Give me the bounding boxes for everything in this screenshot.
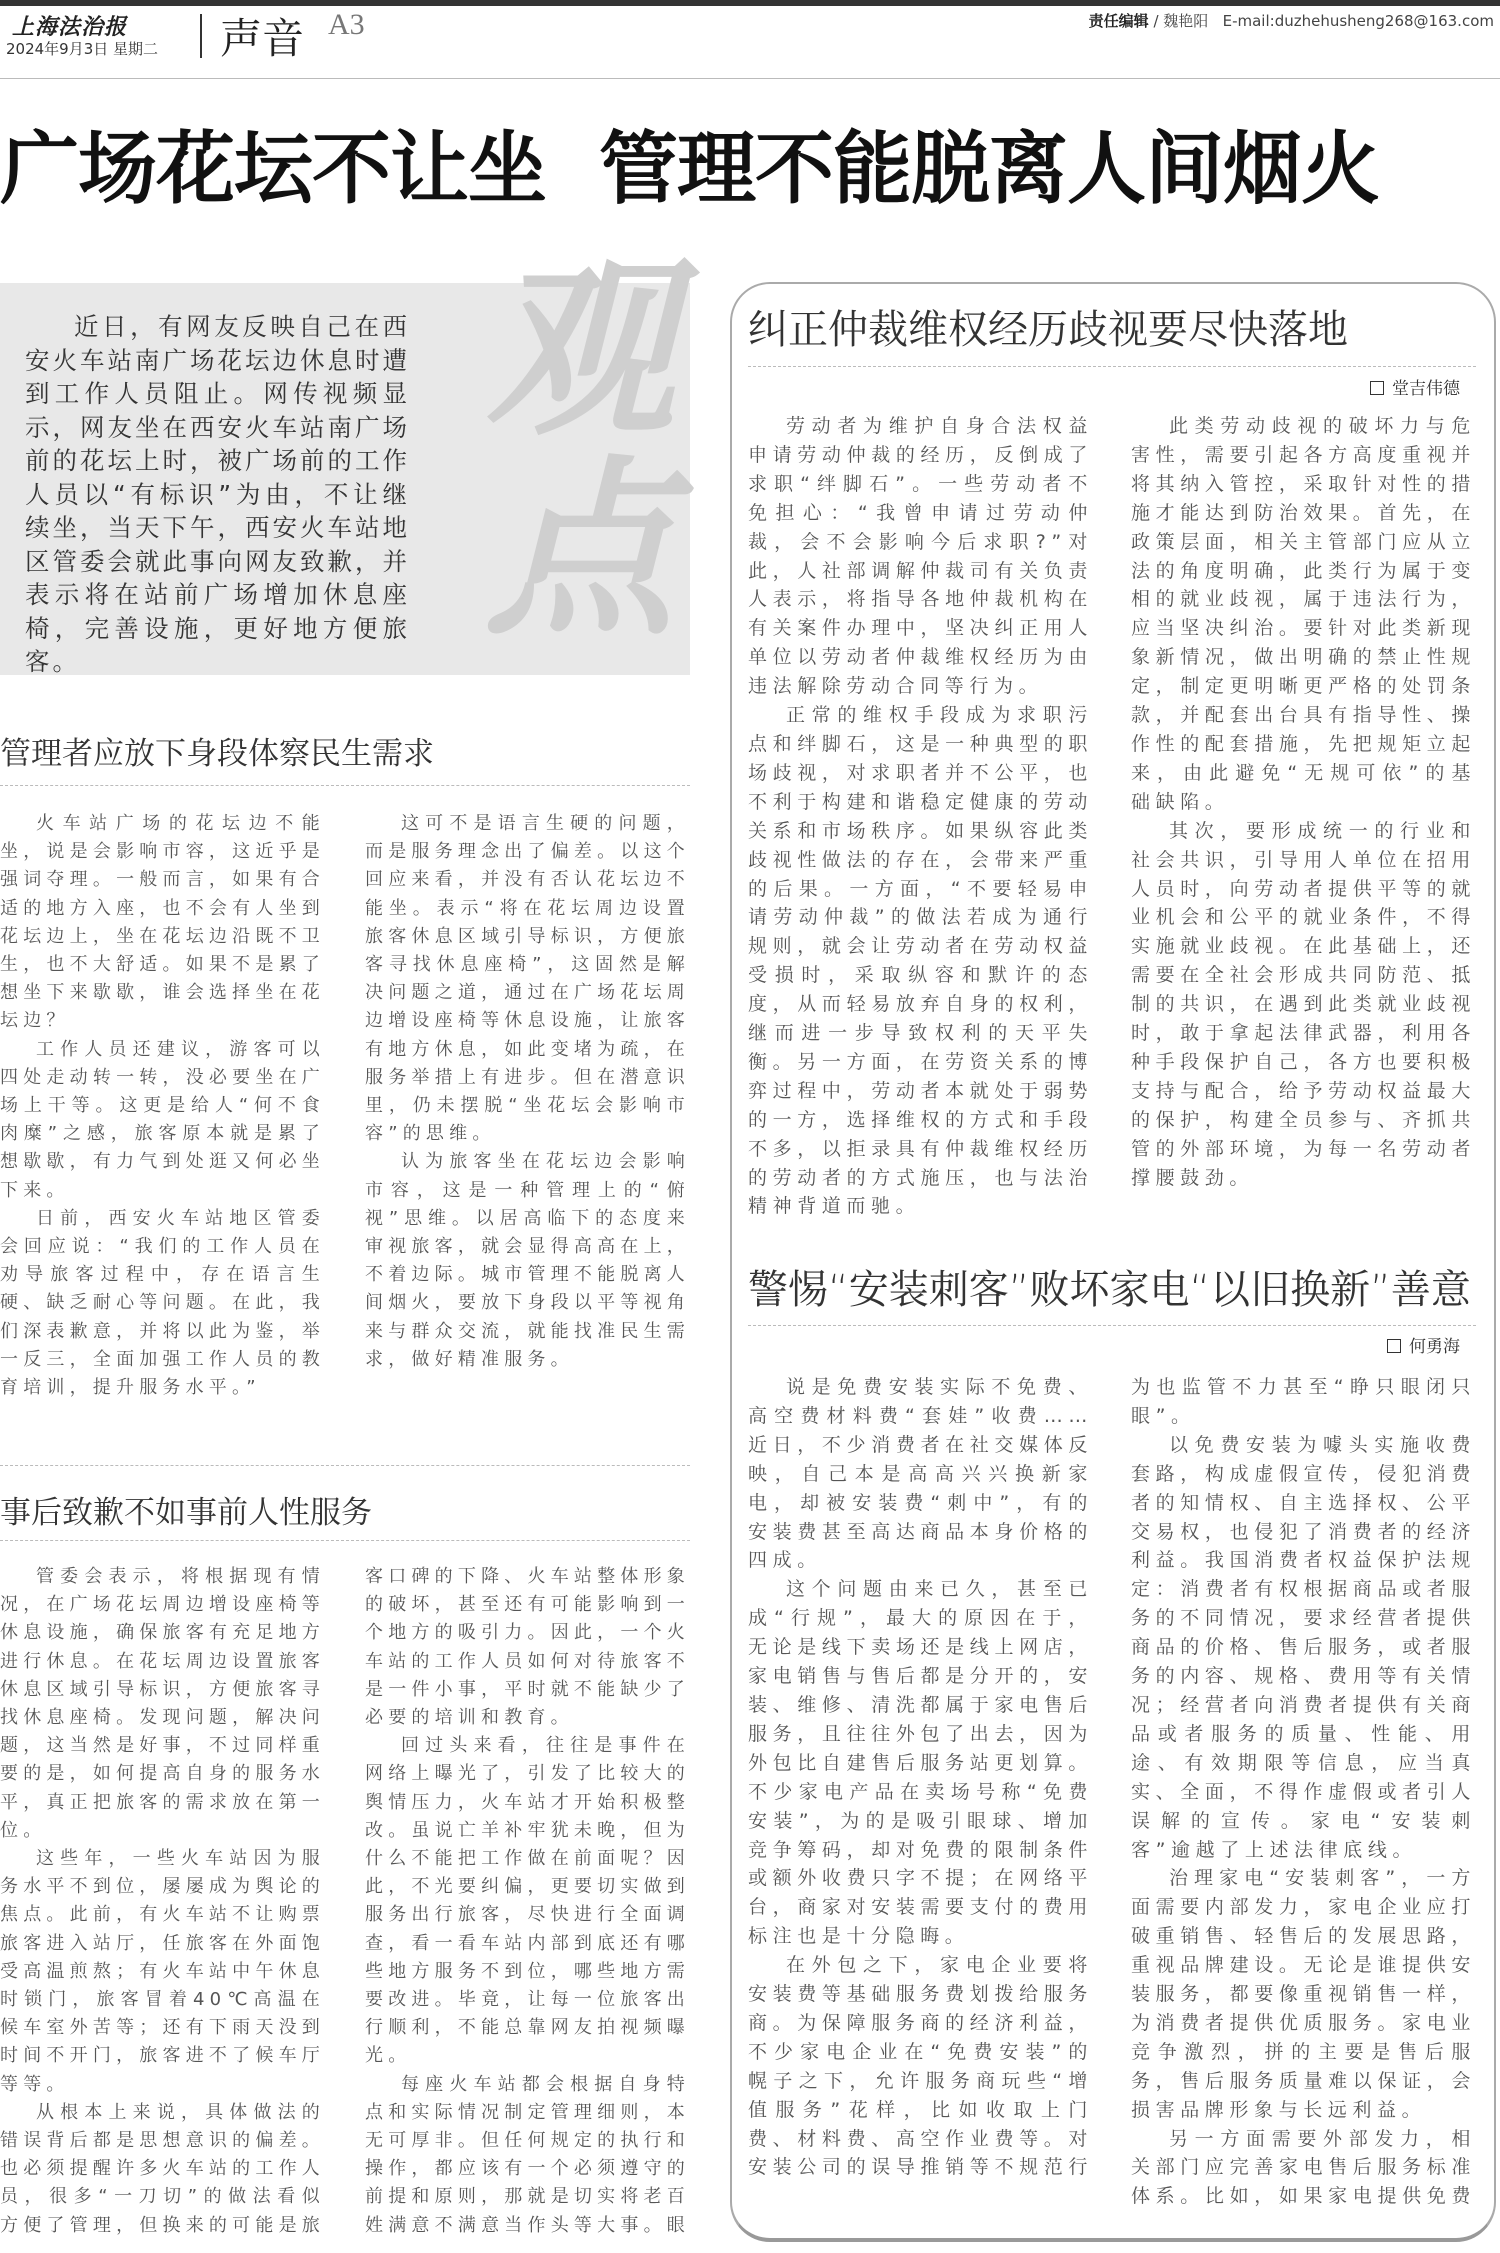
viewpoint-watermark: [470, 238, 690, 661]
article-paragraph: 从根本上来说，具体做法的错误背后都是思想意识的偏差。也必须提醒许多火车站的工作人员，很多“一刀切”的做法看似方便了管理，但换来的可能是旅客口碑的下降、火车站整体形象的破坏，甚至还有可能影响到一个地方的吸引力。因此，一个火车站的工作人员如何对待旅客不是一件小事，平时就不能缺少了必要的培训和教育。: [0, 1566, 690, 2236]
watermark-char: 观: [484, 238, 675, 461]
article-paragraph: 另一方面需要外部发力，相关部门应完善家电售后服务标准体系。比如，如果家电提供免费: [1131, 2127, 1476, 2208]
article-paragraph: 在外包之下，家电企业要将安装费等基础服务费划拨给服务商。为保障服务商的经济利益，不少家电企业在“免费安装”的幌子之下，允许服务商玩些“增值服务”花样，比如收取上门费、材料费、高空作业费等。对安装公司的误导推销等不规范行为也监管不力甚至“睁只眼闭只眼”。: [748, 1376, 1476, 2179]
divider: [0, 785, 690, 786]
right-article-1-body: [748, 412, 1476, 1222]
article-paragraph: 其次，要形成统一的行业和社会共识，引导用人单位在招用人员时，向劳动者提供平等的就业机会和公平的就业条件，不得实施就业歧视。在此基础上，还需要在全社会形成共同防范、抵制的共识，在遇到此类就业歧视时，敢于拿起法律武器，利用各种手段保护自己，各方也要积极支持与配合，给予劳动权益最大的保护，构建全员参与、齐抓共管的外部环境，为每一名劳动者撑腰鼓劲。: [1131, 819, 1476, 1189]
right-article-1-byline: [1370, 374, 1460, 399]
article-paragraph: 治理家电“安装刺客”，一方面需要内部发力，家电企业应打破重销售、轻售后的发展思路，重视品牌建设。无论是谁提供安装服务，都要像重视销售一样，为消费者提供优质服务。家电业竞争激烈，拼的主要是售后服务，售后服务质量难以保证，会损害品牌形象与长远利益。: [1131, 1867, 1476, 2121]
right-article-2-body: [748, 1373, 1476, 2218]
header-rule: [0, 78, 1500, 79]
header-divider: [200, 14, 202, 58]
article-paragraph: 管委会表示，将根据现有情况，在广场花坛周边增设座椅等休息设施，确保旅客有充足地方进行休息。在花坛周边设置旅客休息区域引导标识，方便旅客寻找休息座椅。发现问题，解决问题，这当然是好事，不过同样重要的是，如何提高自身的服务水平，真正把旅客的需求放在第一位。: [0, 1566, 325, 1841]
left-article-1-body: [0, 810, 690, 1430]
article-paragraph: 每座火车站都会根据自身特点和实际情况制定管理细则，本无可厚非。但任何规定的执行和操作，都应该有一个必须遵守的前提和原则，那就是切实将老百姓满意不满意当作头等大事。眼: [365, 2073, 690, 2236]
article-paragraph: 此类劳动歧视的破坏力与危害性，需要引起各方高度重视并将其纳入管控，采取针对性的措施才能达到防治效果。首先，在政策层面，相关主管部门应从立法的角度明确，此类行为属于变相的就业歧视，属于违法行为，应当坚决纠治。要针对此类新现象新情况，做出明确的禁止性规定，制定更明晰更严格的处罚条款，并配套出台具有指导性、操作性的配套措施，先把规矩立起来，由此避免“无规可依”的基础缺陷。: [1131, 415, 1476, 813]
article-paragraph: 认为旅客坐在花坛边会影响市容，这是一种管理上的“俯视”思维。以居高临下的态度来审视旅客，就会显得高高在上，不着边际。城市管理不能脱离人间烟火，要放下身段以平等视角来与群众交流，就能找准民生需求，做好精准服务。: [365, 1151, 690, 1370]
editor-name: / 魏艳阳: [1153, 12, 1209, 30]
page-number: A3: [328, 8, 365, 41]
editor-info: [1089, 10, 1494, 31]
editor-email: E-mail:duzhehusheng268@163.com: [1222, 12, 1494, 30]
intro-paragraph: 近日，有网友反映自己在西安火车站南广场花坛边休息时遭到工作人员阻止。网传视频显示，网友坐在西安火车站南广场前的花坛上时，被广场前的工作人员以“有标识”为由，不让继续坐，当天下午，西安火车站地区管委会就此事向网友致歉，并表示将在站前广场增加休息座椅，完善设施，更好地方便旅客。: [25, 312, 410, 676]
right-article-2-title: 警惕“安装刺客”败坏家电“以旧换新”善意: [748, 1267, 1471, 1313]
divider: [0, 1465, 690, 1466]
right-article-2-byline: [1387, 1332, 1460, 1357]
left-article-2-body: [0, 1563, 690, 2253]
left-article-1-title: 管理者应放下身段体察民生需求: [0, 736, 434, 772]
divider: [0, 1540, 690, 1541]
article-paragraph: 说是免费安装实际不免费、高空费材料费“套娃”收费……近日，不少消费者在社交媒体反映，自己本是高高兴兴换新家电，却被安装费“刺中”，有的安装费甚至高达商品本身价格的四成。: [748, 1376, 1093, 1572]
author-name: 何勇海: [1409, 1337, 1460, 1357]
section-name: 声音: [220, 14, 305, 63]
byline-box-icon: [1387, 1339, 1401, 1353]
right-article-1-title: 纠正仲裁维权经历歧视要尽快落地: [748, 307, 1348, 353]
article-paragraph: 这个问题由来已久，甚至已成“行规”，最大的原因在于，无论是线下卖场还是线上网店，家电销售与售后都是分开的，安装、维修、清洗都属于家电售后服务，且往往外包了出去，因为外包比自建售后服务站更划算。不少家电产品在卖场号称“免费安装”，为的是吸引眼球、增加竞争筹码，却对免费的限制条件或额外收费只字不提；在网络平台，商家对安装需要支付的费用标注也是十分隐晦。: [748, 1578, 1093, 1948]
page-headline: 广场花坛不让坐 管理不能脱离人间烟火: [0, 122, 1380, 215]
article-paragraph: 这可不是语言生硬的问题，而是服务理念出了偏差。以这个回应来看，并没有否认花坛边不能坐。表示“将在花坛周边设置旅客休息区域引导标识，方便旅客寻找休息座椅”，这固然是解决问题之道，通过在广场花坛周边增设座椅等休息设施，让旅客有地方休息，如此变堵为疏，在服务举措上有进步。但在潜意识里，仍未摆脱“坐花坛会影响市容”的思维。: [365, 813, 690, 1145]
article-paragraph: 日前，西安火车站地区管委会回应说：“我们的工作人员在劝导旅客过程中，存在语言生硬、缺乏耐心等问题。在此，我们深表歉意，并将以此为鉴，举一反三，全面加强工作人员的教育培训，提升服务水平。”: [0, 1207, 325, 1399]
article-paragraph: 这些年，一些火车站因为服务水平不到位，屡屡成为舆论的焦点。此前，有火车站不让购票旅客进入站厅，任旅客在外面饱受高温煎熬；有火车站中午休息时锁门，旅客冒着40℃高温在候车室外苦等；还有下雨天没到时间不开门，旅客进不了候车厅等等。: [0, 1848, 325, 2095]
issue-date: 2024年9月3日 星期二: [6, 40, 159, 58]
article-paragraph: 回过头来看，往往是事件在网络上曝光了，引发了比较大的舆情压力，火车站才开始积极整改。虽说亡羊补牢犹未晚，但为什么不能把工作做在前面呢？因此，不光要纠偏，更要切实做到服务出行旅客，尽快进行全面调查，看一看车站内部到底还有哪些地方服务不到位，哪些地方需要改进。毕竟，让每一位旅客出行顺利，不能总靠网友拍视频曝光。: [365, 1735, 690, 2067]
article-paragraph: 以免费安装为噱头实施收费套路，构成虚假宣传，侵犯消费者的知情权、自主选择权、公平交易权，也侵犯了消费者的经济利益。我国消费者权益保护法规定：消费者有权根据商品或者服务的不同情况，要求经营者提供商品的价格、售后服务，或者服务的内容、规格、费用等有关情况；经营者向消费者提供有关商品或者服务的质量、性能、用途、有效期限等信息，应当真实、全面，不得作虚假或者引人误解的宣传。家电“安装刺客”逾越了上述法律底线。: [1131, 1433, 1476, 1861]
intro-text: [25, 310, 410, 679]
article-paragraph: 工作人员还建议，游客可以四处走动转一转，没必要坐在广场上干等。这更是给人“何不食肉糜”之感，旅客原本就是累了想歇歇，有力气到处逛又何必坐下来。: [0, 1038, 325, 1201]
byline-box-icon: [1370, 381, 1384, 395]
left-article-2-title: 事后致歉不如事前人性服务: [0, 1495, 372, 1531]
divider: [748, 1325, 1476, 1326]
article-paragraph: 劳动者为维护自身合法权益申请劳动仲裁的经历，反倒成了求职“绊脚石”。一些劳动者不免担心：“我曾申请过劳动仲裁，会不会影响今后求职?”对此，人社部调解仲裁司有关负责人表示，将指导各地仲裁机构在有关案件办理中，坚决纠正用人单位以劳动者仲裁维权经历为由违法解除劳动合同等行为。: [748, 415, 1093, 698]
article-paragraph: 正常的维权手段成为求职污点和绊脚石，这是一种典型的职场歧视，对求职者并不公平，也不利于构建和谐稳定健康的劳动关系和市场秩序。如果纵容此类歧视性做法的存在，会带来严重的后果。一方面，“不要轻易申请劳动仲裁”的做法若成为通行规则，就会让劳动者在劳动权益受损时，采取纵容和默许的态度，从而轻易放弃自身的权利，继而进一步导致权利的天平失衡。另一方面，在劳资关系的博弈过程中，劳动者本就处于弱势的一方，选择维权的方式和手段不多，以拒录具有仲裁维权经历的劳动者的方式施压，也与法治精神背道而驰。: [748, 704, 1093, 1218]
author-name: 堂吉伟德: [1392, 379, 1460, 399]
article-paragraph: 火车站广场的花坛边不能坐，说是会影响市容，这近乎是强词夺理。一般而言，如果有合适的地方入座，也不会有人坐到花坛边上，坐在花坛边沿既不卫生，也不大舒适。如果不是累了想坐下来歇歇，谁会选择坐在花坛边？: [0, 813, 325, 1032]
divider: [748, 366, 1476, 367]
watermark-char: 点: [484, 438, 675, 661]
newspaper-logo: 上海法治报: [12, 14, 128, 40]
editor-label: 责任编辑: [1088, 12, 1149, 30]
